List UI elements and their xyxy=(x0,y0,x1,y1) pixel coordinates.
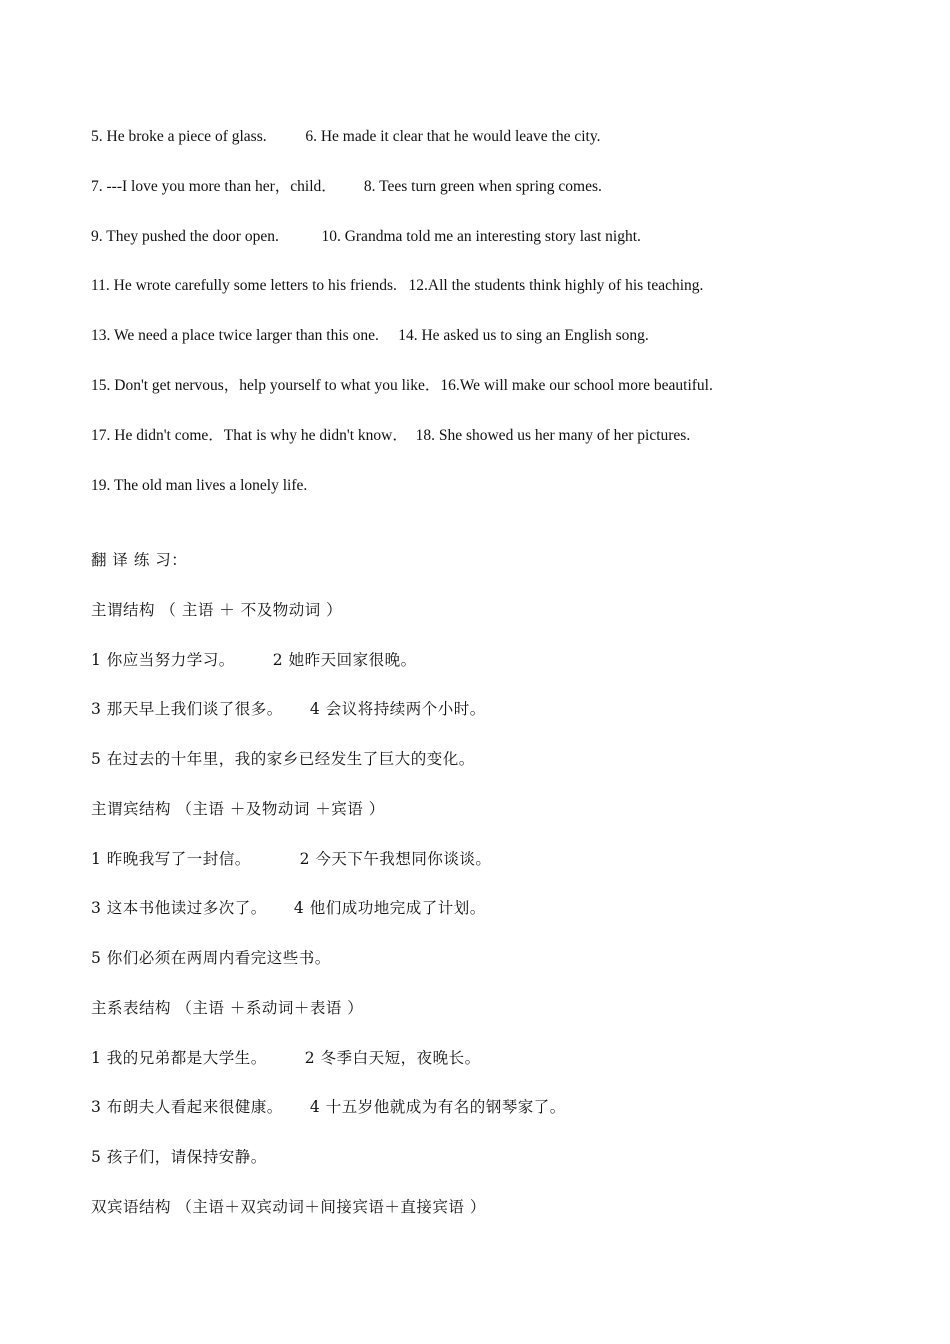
sentence-line: 9. They pushed the door open. 10. Grandma told me an interesting story last night. xyxy=(91,228,641,245)
sentence-line: 17. He didn't come．That is why he didn't know． 18. She showed us her many of her pictures. xyxy=(91,427,691,444)
exercise-line: 5 你们必须在两周内看完这些书。 xyxy=(91,949,331,967)
exercise-line: 1 我的兄弟都是大学生。 2 冬季白天短，夜晚长。 xyxy=(91,1049,481,1067)
translation-heading: 翻 译 练 习： xyxy=(91,551,188,569)
sentence-line: 7. ---I love you more than her，child． 8. Tees turn green when spring comes. xyxy=(91,178,602,195)
section-title: 主系表结构 （主语 ＋系动词＋表语 ） xyxy=(91,999,364,1017)
section-title: 主谓宾结构 （主语 ＋及物动词 ＋宾语 ） xyxy=(91,800,385,818)
sentence-line: 19. The old man lives a lonely life. xyxy=(91,477,308,494)
exercise-line: 5 孩子们，请保持安静。 xyxy=(91,1148,267,1166)
sentence-line: 5. He broke a piece of glass. 6. He made it clear that he would leave the city. xyxy=(91,128,601,145)
exercise-line: 5 在过去的十年里，我的家乡已经发生了巨大的变化。 xyxy=(91,750,475,768)
exercise-line: 3 这本书他读过多次了。 4 他们成功地完成了计划。 xyxy=(91,899,486,917)
exercise-line: 1 你应当努力学习。 2 她昨天回家很晚。 xyxy=(91,651,417,669)
section-title: 主谓结构 （ 主语 ＋ 不及物动词 ） xyxy=(91,601,343,619)
exercise-line: 3 那天早上我们谈了很多。 4 会议将持续两个小时。 xyxy=(91,700,486,718)
sentence-line: 11. He wrote carefully some letters to his friends. 12.All the students think highly of his teaching. xyxy=(91,277,704,294)
exercise-line: 3 布朗夫人看起来很健康。 4 十五岁他就成为有名的钢琴家了。 xyxy=(91,1098,566,1116)
exercise-line: 1 昨晚我写了一封信。 2 今天下午我想同你谈谈。 xyxy=(91,850,492,868)
sentence-line: 15. Don't get nervous，help yourself to what you like．16.We will make our school more beautiful. xyxy=(91,377,713,394)
section-title: 双宾语结构 （主语＋双宾动词＋间接宾语＋直接宾语 ） xyxy=(91,1198,486,1216)
sentence-line: 13. We need a place twice larger than this one. 14. He asked us to sing an English song. xyxy=(91,327,649,344)
